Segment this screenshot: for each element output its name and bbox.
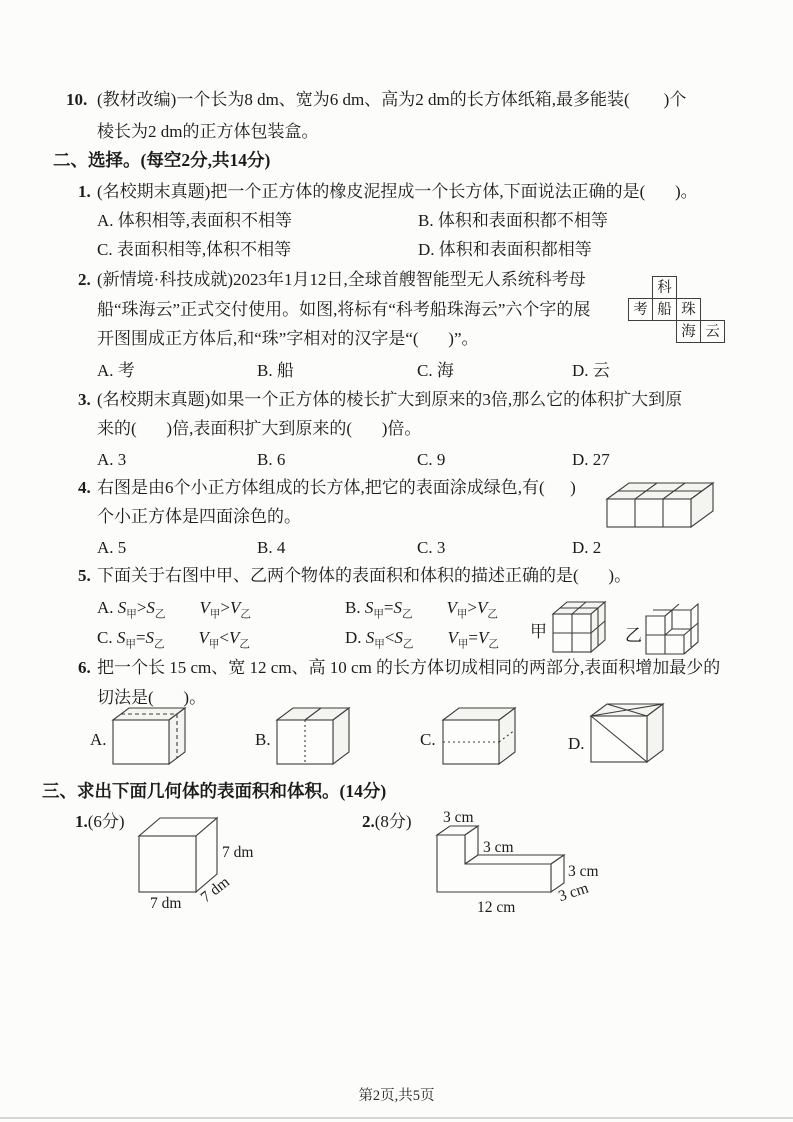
- q3-line-2: 来的( )倍,表面积扩大到原来的( )倍。: [97, 419, 422, 438]
- q5-option-c: C. $S_甲=S_乙$ $V_甲<V_乙$: [97, 628, 250, 651]
- sec3-item1-heading: [75, 812, 125, 832]
- q6-number: 6.: [78, 658, 91, 677]
- q5-line-1: 下面关于右图中甲、乙两个物体的表面积和体积的描述正确的是( )。: [97, 566, 632, 585]
- lshape-step-label: 3 cm: [483, 839, 514, 856]
- q4-number: 4.: [78, 478, 91, 497]
- lshape-top-label: 3 cm: [443, 809, 474, 826]
- q6-line-2: 切法是( )。: [97, 688, 207, 707]
- q6-option-c-label: C.: [420, 730, 436, 749]
- q5-number: 5.: [78, 566, 91, 585]
- q6-option-b-label: B.: [255, 730, 271, 749]
- section-two-title: 二、选择。: [53, 150, 141, 170]
- q6-cut-a-figure: [112, 706, 186, 766]
- q10-number: 10.: [66, 90, 88, 109]
- lshape-right-label: 3 cm: [568, 863, 599, 880]
- sec3-item1-score: (6分): [87, 812, 125, 831]
- q1-option-d: D. 体积和表面积都相等: [418, 240, 592, 259]
- q5-label-jia: 甲: [530, 622, 547, 641]
- q4-option-b: B. 4: [257, 538, 286, 557]
- q4-line-2: 个小正方体是四面涂色的。: [97, 507, 301, 526]
- q1-option-b: B. 体积和表面积都不相等: [418, 211, 608, 230]
- page-footer: 第2页,共5页: [358, 1088, 435, 1104]
- q6-cut-b-figure: [276, 706, 350, 766]
- q3-option-b: B. 6: [257, 450, 286, 469]
- q4-option-d: D. 2: [572, 538, 602, 557]
- net-cell: 珠: [676, 298, 701, 321]
- q3-line-1: (名校期末真题)如果一个正方体的棱长扩大到原来的3倍,那么它的体积扩大到原: [97, 390, 683, 409]
- q5-option-a: A. $S_甲>S_乙$ $V_甲>V_乙$: [97, 598, 251, 621]
- six-cube-prism-figure: [606, 478, 718, 532]
- net-cell: 科: [652, 276, 677, 299]
- section-three-heading: [42, 781, 386, 801]
- sec3-item2-number: 2.: [362, 812, 375, 831]
- q1-line-1: (名校期末真题)把一个正方体的橡皮泥捏成一个长方体,下面说法正确的是( )。: [97, 182, 698, 201]
- sec3-item2-score: (8分): [374, 812, 412, 831]
- cube-depth-label: 7 dm: [197, 873, 233, 907]
- net-cell: 考: [628, 298, 653, 321]
- q2-option-b: B. 船: [257, 361, 294, 380]
- q2-option-c: C. 海: [417, 361, 454, 380]
- section-three-score: (14分): [339, 781, 387, 801]
- q3-option-a: A. 3: [97, 450, 127, 469]
- q6-option-a-label: A.: [90, 730, 107, 749]
- q2-line-1: (新情境·科技成就)2023年1月12日,全球首艘智能型无人系统科考母: [97, 270, 586, 289]
- q4-option-a: A. 5: [97, 538, 127, 557]
- section-two-score: (每空2分,共14分): [140, 150, 271, 170]
- net-cell: 海: [676, 320, 701, 343]
- net-cell: 船: [652, 298, 677, 321]
- q1-number: 1.: [78, 182, 91, 201]
- q6-option-d-label: D.: [568, 734, 585, 753]
- q5-label-yi: 乙: [625, 626, 642, 645]
- q2-line-3: 开图围成正方体后,和“珠”字相对的汉字是“( )”。: [97, 329, 479, 348]
- cube-yi-figure: [645, 592, 703, 656]
- q3-option-c: C. 9: [417, 450, 446, 469]
- q6-line-1: 把一个长 15 cm、宽 12 cm、高 10 cm 的长方体切成相同的两部分,表面积增加最少的: [97, 658, 721, 677]
- section-three-title: 三、求出下面几何体的表面积和体积。: [42, 781, 340, 801]
- cube-width-label: 7 dm: [150, 895, 182, 912]
- l-shaped-solid-figure: [436, 815, 571, 903]
- q10-line-2: 棱长为2 dm的正方体包装盒。: [97, 122, 319, 141]
- q3-option-d: D. 27: [572, 450, 610, 469]
- section-two-heading: [53, 150, 270, 170]
- lshape-depth-label: 3 cm: [556, 879, 591, 906]
- cube-7dm-figure: [138, 815, 218, 893]
- q1-option-a: A. 体积相等,表面积不相等: [97, 211, 293, 230]
- q6-cut-d-figure: [590, 702, 664, 764]
- q6-cut-c-figure: [442, 706, 516, 766]
- cube-height-label: 7 dm: [222, 844, 254, 861]
- q4-line-1: 右图是由6个小正方体组成的长方体,把它的表面涂成绿色,有( ): [97, 478, 576, 497]
- lshape-bottom-label: 12 cm: [477, 899, 516, 916]
- q2-number: 2.: [78, 270, 91, 289]
- cube-jia-figure: [552, 590, 610, 654]
- net-cell: 云: [700, 320, 725, 343]
- q2-option-d: D. 云: [572, 361, 610, 380]
- sec3-item1-number: 1.: [75, 812, 88, 831]
- q3-number: 3.: [78, 390, 91, 409]
- q5-option-b: B. $S_甲=S_乙$ $V_甲>V_乙$: [345, 598, 498, 621]
- q2-option-a: A. 考: [97, 361, 135, 380]
- q5-option-d: D. $S_甲<S_乙$ $V_甲=V_乙$: [345, 628, 499, 651]
- q4-option-c: C. 3: [417, 538, 446, 557]
- q10-line-1: (教材改编)一个长为8 dm、宽为6 dm、高为2 dm的长方体纸箱,最多能装( )个: [97, 90, 687, 109]
- sec3-item2-heading: [362, 812, 412, 832]
- q2-line-2: 船“珠海云”正式交付使用。如图,将标有“科考船珠海云”六个字的展: [97, 300, 591, 319]
- q1-option-c: C. 表面积相等,体积不相等: [97, 240, 292, 259]
- scan-edge: [0, 1117, 793, 1119]
